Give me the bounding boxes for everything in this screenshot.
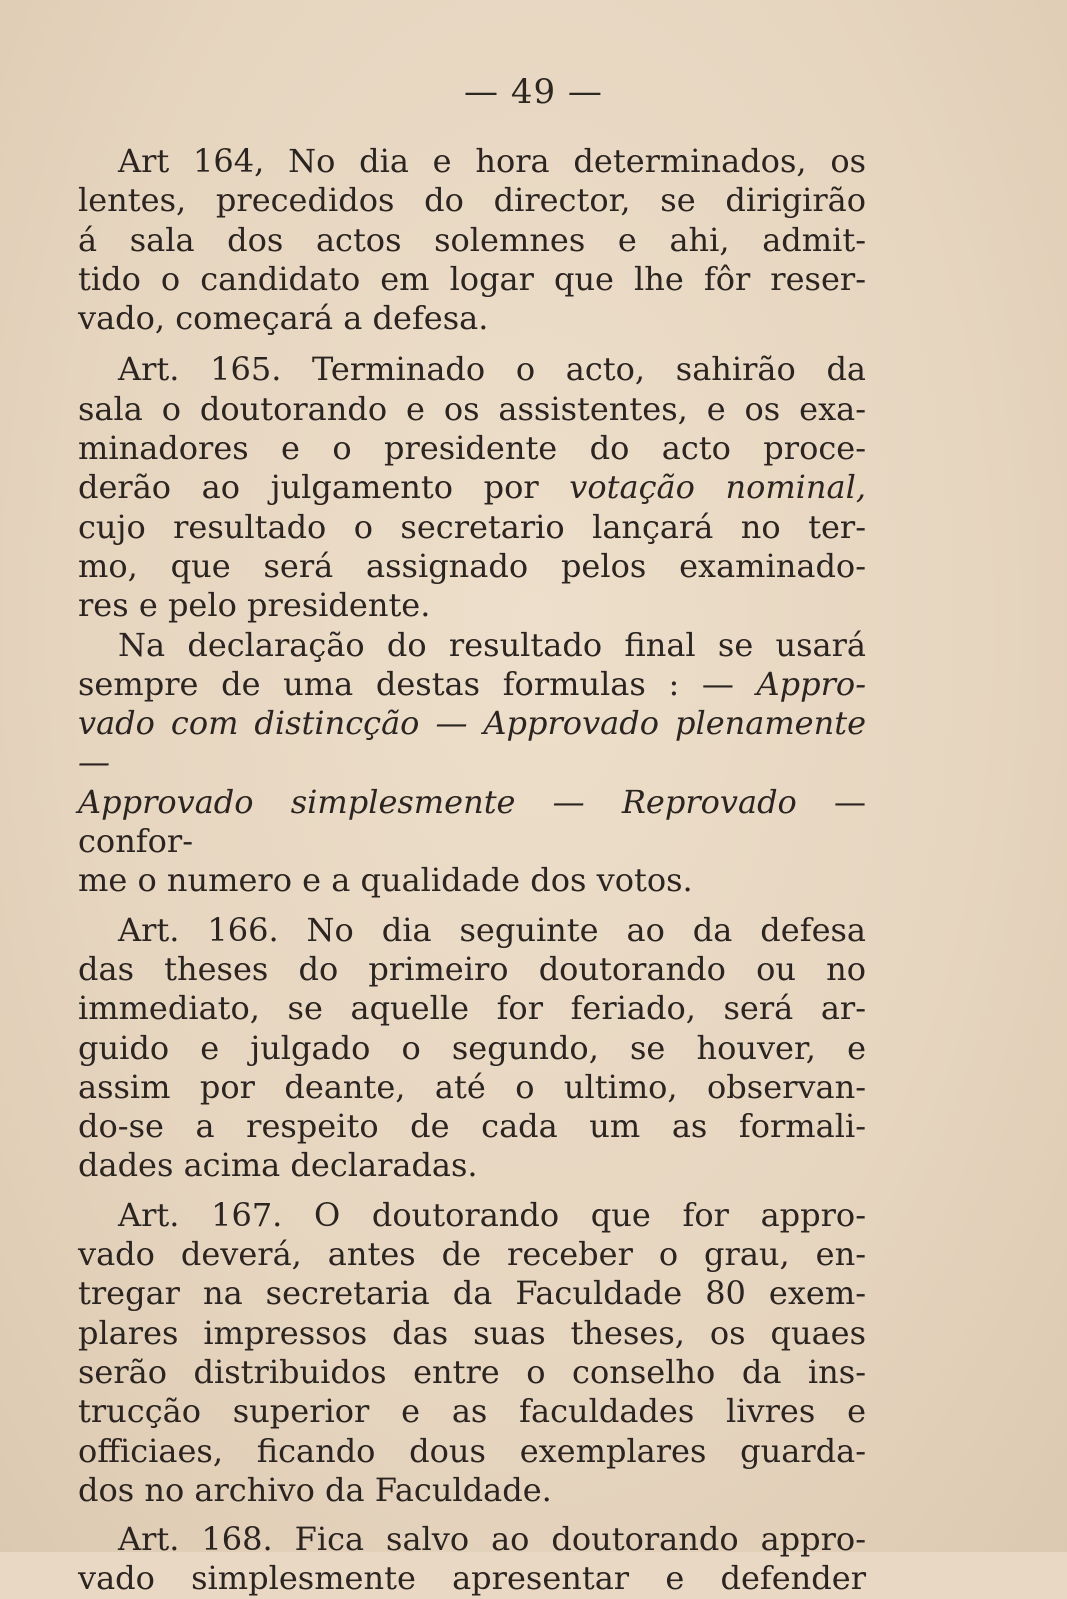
text-line: trucção superior e as faculdades livres e (78, 1392, 866, 1431)
italic-phrase: Appro- (756, 664, 866, 703)
article-164 (78, 142, 866, 338)
text-line: Art. 168. Fica salvo ao doutorando appro- (118, 1520, 866, 1559)
text-line: das theses do primeiro doutorando ou no (78, 949, 866, 988)
body-text (78, 142, 866, 1599)
text-line: assim por deante, até o ultimo, observan- (78, 1067, 866, 1106)
text-line: res e pelo presidente. (78, 586, 431, 625)
text-line: sala o doutorando e os assistentes, e os exa- (78, 389, 866, 428)
text-line: guido e julgado o segundo, se houver, e (78, 1028, 866, 1067)
result-formulas (78, 626, 866, 901)
page-number: — 49 — (464, 72, 603, 112)
text-line: Art 164, No dia e hora determinados, os (118, 142, 866, 180)
text-line (78, 665, 866, 704)
text-line: Art. 166. No dia seguinte ao da defesa (118, 910, 866, 949)
text-segment: derão ao julgamento por (78, 468, 570, 507)
text-line: tido o candidato em logar que lhe fôr reser- (78, 259, 866, 298)
article-166 (78, 911, 866, 1186)
text-line: tregar na secretaria da Faculdade 80 exem- (78, 1274, 866, 1313)
article-168 (78, 1520, 866, 1599)
article-165 (78, 350, 866, 625)
text-line: minadores e o presidente do acto proce- (78, 429, 866, 468)
text-line: plares impressos das suas theses, os quaes (78, 1313, 866, 1352)
text-line: serão distribuidos entre o conselho da ins- (78, 1352, 866, 1391)
text-segment: — confor- (78, 782, 867, 861)
text-line: vado deverá, antes de receber o grau, en- (78, 1235, 866, 1274)
text-line: cujo resultado o secretario lançará no ter- (78, 507, 866, 546)
text-line: vado com distincção — Approvado plenamente — (78, 704, 866, 782)
text-line: do-se a respeito de cada um as formali- (78, 1107, 866, 1146)
text-line: vado, começará a defesa. (78, 299, 489, 338)
text-line: vado simplesmente apresentar e defender (78, 1559, 866, 1598)
text-line: lentes, precedidos do director, se dirigirão (78, 181, 866, 220)
text-line (78, 783, 866, 862)
article-167 (78, 1196, 866, 1510)
italic-phrase: votação nominal, (569, 468, 867, 507)
text-line: dades acima declaradas. (78, 1146, 478, 1185)
text-line: Art. 167. O doutorando que for appro- (118, 1195, 866, 1234)
text-line: á sala dos actos solemnes e ahi, admit- (78, 220, 866, 259)
text-line: dos no archivo da Faculdade. (78, 1470, 552, 1509)
text-line: Na declaração do resultado final se usará (118, 625, 866, 664)
text-line: mo, que será assignado pelos examinado- (78, 546, 866, 585)
text-line: me o numero e a qualidade dos votos. (78, 861, 693, 900)
text-line: Art. 165. Terminado o acto, sahirão da (118, 350, 866, 389)
text-line: officiaes, ficando dous exemplares guarda- (78, 1431, 866, 1470)
italic-phrase: Approvado simplesmente — Reprovado (78, 782, 797, 821)
text-line: immediato, se aquelle for feriado, será ar- (78, 989, 866, 1028)
text-line (78, 468, 866, 507)
text-segment: sempre de uma destas formulas : — (78, 664, 757, 703)
